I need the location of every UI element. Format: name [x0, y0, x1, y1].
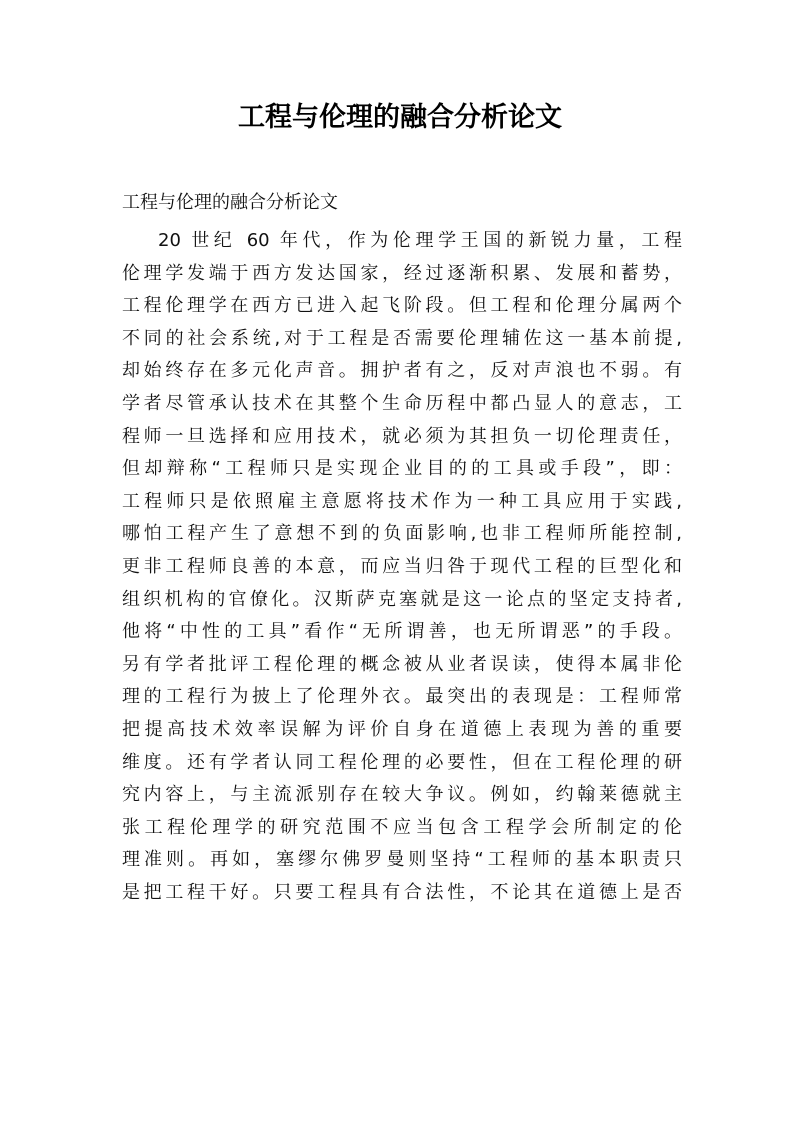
document-subtitle: 工程与伦理的融合分析论文: [122, 192, 338, 213]
paragraph-line: 组织机构的官僚化。汉斯萨克塞就是这一论点的坚定支持者,: [122, 588, 682, 610]
paragraph-line: 另有学者批评工程伦理的概念被从业者误读，使得本属非伦: [122, 653, 682, 675]
page-title: 工程与伦理的融合分析论文: [238, 102, 562, 133]
paragraph-line: 他将“中性的工具”看作“无所谓善，也无所谓恶”的手段。: [122, 621, 682, 643]
paragraph-line: 却始终存在多元化声音。拥护者有之，反对声浪也不弱。有: [122, 360, 682, 382]
paragraph-line: 理准则。再如，塞缪尔佛罗曼则坚持“工程师的基本职责只: [122, 849, 682, 871]
paragraph-line: 学者尽管承认技术在其整个生命历程中都凸显人的意志，工: [122, 392, 682, 414]
paragraph-line: 是把工程干好。只要工程具有合法性，不论其在道德上是否: [122, 881, 682, 903]
paragraph-line: 伦理学发端于西方发达国家，经过逐渐积累、发展和蓄势，: [122, 262, 682, 284]
paragraph-line: 但却辩称“工程师只是实现企业目的的工具或手段”，即：: [122, 458, 682, 480]
paragraph-line: 更非工程师良善的本意，而应当归咎于现代工程的巨型化和: [122, 555, 682, 577]
paragraph-line: 张工程伦理学的研究范围不应当包含工程学会所制定的伦: [122, 816, 682, 838]
paragraph-line: 哪怕工程产生了意想不到的负面影响,也非工程师所能控制,: [122, 523, 682, 545]
paragraph-line: 工程伦理学在西方已进入起飞阶段。但工程和伦理分属两个: [122, 295, 682, 317]
paragraph-line: 不同的社会系统,对于工程是否需要伦理辅佐这一基本前提,: [122, 327, 682, 349]
paragraph-line: 维度。还有学者认同工程伦理的必要性，但在工程伦理的研: [122, 751, 682, 773]
body-paragraph: [122, 225, 682, 909]
paragraph-line: 工程师只是依照雇主意愿将技术作为一种工具应用于实践,: [122, 490, 682, 512]
paragraph-line: 究内容上，与主流派别存在较大争议。例如，约翰莱德就主: [122, 784, 682, 806]
paragraph-line: 程师一旦选择和应用技术，就必须为其担负一切伦理责任，: [122, 425, 682, 447]
paragraph-line: 把提高技术效率误解为评价自身在道德上表现为善的重要: [122, 718, 682, 740]
paragraph-line: 20 世纪 60 年代，作为伦理学王国的新锐力量，工程: [158, 230, 682, 251]
paragraph-line: 理的工程行为披上了伦理外衣。最突出的表现是：工程师常: [122, 686, 682, 708]
